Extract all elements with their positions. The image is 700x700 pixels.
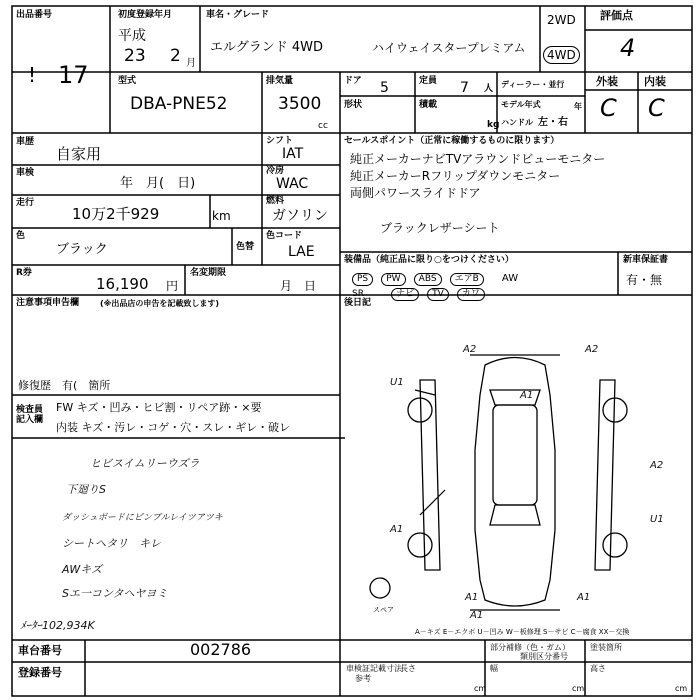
new-warranty-value: 有・無 [626, 273, 663, 287]
drive-4wd: 4WD [543, 46, 580, 64]
load-unit: kg [487, 120, 500, 130]
mark-a1-rear-bottom: A1 [470, 610, 484, 621]
equip-ps: PS [352, 273, 373, 286]
exterior-label: 外装 [596, 75, 618, 88]
hand-note-2: 下廻りS [66, 483, 106, 496]
shift-label: シフト [266, 136, 294, 146]
inspection-value: 年 月( 日) [120, 176, 196, 191]
model-year-label: モデル年式 [501, 100, 541, 109]
recycle-label: R券 [16, 268, 32, 278]
first-reg-label: 初度登録年月 [118, 10, 173, 20]
reg-year: 23 [124, 46, 146, 66]
car-damage-diagram [345, 300, 690, 635]
color-label: 色 [16, 231, 26, 241]
capacity-value: 7 [460, 80, 469, 96]
doors-label: ドア [344, 76, 362, 86]
interior-value: C [648, 94, 665, 122]
handle-label: ハンドル [501, 118, 533, 127]
inspector-fw-line: FW キズ・凹み・ヒビ割・リペア跡・×要 [56, 401, 262, 414]
damage-arrows [415, 390, 445, 515]
car-outline [370, 355, 627, 610]
hand-note-7: ﾒｰﾀｰ102,934K [20, 619, 95, 632]
model-label: 型式 [118, 76, 137, 86]
equip-aw: AW [501, 273, 519, 284]
reg-no-label: 登録番号 [18, 666, 62, 679]
equip-tv: TV [427, 288, 449, 301]
hand-note-1: ヒビスイムリーウズラ [90, 457, 200, 470]
era: 平成 [118, 28, 146, 44]
displacement-value: 3500 [278, 94, 322, 114]
height-label: 高さ [590, 664, 606, 673]
dealer-label: ディーラー・並行 [501, 80, 565, 89]
sales-points-label: セールスポイント（正常に稼働するものに限ります） [344, 136, 560, 146]
color-value: ブラック [56, 242, 108, 257]
sales-point-1: 純正メーカーナビTVアラウンドビューモニター [350, 152, 606, 166]
class-label: 類別区分番号 [520, 652, 568, 661]
spare-label: スペア [373, 606, 394, 614]
mark-a2-right: A2 [650, 460, 664, 471]
name-change-value: 月 日 [280, 279, 317, 293]
mileage-label: 走行 [16, 198, 35, 208]
lot-prefix: ! [28, 63, 37, 87]
exterior-value: C [600, 94, 617, 122]
interior-label: 内装 [644, 75, 666, 88]
fuel-value: ガソリン [272, 208, 328, 224]
repair-history: 修復歴 有( 箇所 [18, 379, 111, 392]
hand-note-4: シートヘタリ キレ [62, 537, 161, 550]
equip-navi: ナビ [391, 288, 419, 301]
sales-point-3: 両側パワースライドドア [350, 186, 481, 200]
lot-number: 17 [58, 61, 89, 89]
ac-label: 冷房 [266, 166, 285, 176]
size-label: 車検証記載寸法 [346, 664, 402, 673]
paint-label: 塗装箇所 [590, 643, 622, 652]
car-name: エルグランド 4WD [210, 40, 324, 55]
notes-label: 注意事項申告欄 [16, 298, 80, 308]
doors-value: 5 [380, 80, 389, 96]
displacement-label: 排気量 [266, 76, 294, 86]
car-no-value: 002786 [190, 640, 252, 659]
inspector-interior-line: 内装 キズ・汚レ・コゲ・穴・スレ・ギレ・破レ [56, 421, 291, 434]
damage-legend: A－キズ E－エクボ U－凹み W－板修理 S－サビ C－腐食 XX－交換 [415, 628, 630, 636]
mark-a2-front-left: A2 [463, 344, 477, 355]
equip-sr: SR [352, 289, 364, 299]
lot-label: 出品番号 [16, 10, 53, 20]
sales-point-2: 純正メーカーRフリップダウンモニター [350, 169, 561, 183]
body-label: 形状 [344, 100, 363, 110]
mark-a2-front-right: A2 [585, 344, 599, 355]
displacement-unit: cc [318, 121, 328, 131]
color-code-value: LAE [288, 244, 315, 260]
notes-sublabel: (※出品店の申告を記載致します) [100, 299, 220, 308]
use-value: 自家用 [56, 145, 102, 163]
hand-note-6: Sエ一コンタヘヤヨミ [62, 587, 168, 600]
score-value: 4 [620, 34, 636, 62]
model-value: DBA-PNE52 [130, 94, 228, 114]
load-label: 積載 [419, 100, 438, 110]
capacity-unit: 人 [484, 84, 494, 94]
ac-value: WAC [276, 176, 309, 192]
mark-a1-left: A1 [390, 524, 404, 535]
model-year-unit: 年 [574, 102, 582, 111]
width-label: 幅 [490, 664, 498, 673]
mark-a1-rear-right: A1 [577, 592, 591, 603]
drive-2wd: 2WD [547, 13, 576, 27]
equip-abs: ABS [414, 273, 442, 286]
new-warranty-label: 新車保証書 [623, 255, 669, 265]
handle-value: 左・右 [538, 117, 568, 128]
width-unit: cm [572, 684, 585, 693]
use-label: 車歴 [16, 137, 35, 147]
size-ref-label: 参考 [355, 674, 371, 683]
length-unit: cm [474, 684, 487, 693]
mark-u1-right: U1 [650, 514, 664, 525]
fuel-label: 燃料 [266, 196, 285, 206]
accident-label: 後日記 [344, 298, 372, 308]
mark-u1-left: U1 [390, 377, 404, 388]
car-no-label: 車台番号 [18, 644, 62, 657]
equip-pw: PW [381, 273, 405, 286]
partial-repair-label: 部分補修（色・ガム） [490, 643, 570, 652]
hand-note-5: AWキズ [62, 563, 102, 576]
mark-a1-hood: A1 [520, 390, 534, 401]
sales-point-4: ブラックレザーシート [380, 221, 500, 235]
mark-a1-rear-left: A1 [465, 592, 479, 603]
name-change-label: 名変期限 [190, 268, 227, 278]
mileage-unit: km [212, 209, 231, 223]
carname-label: 車名・グレード [206, 10, 270, 20]
height-unit: cm [675, 684, 688, 693]
inspection-label: 車検 [16, 168, 35, 178]
car-grade: ハイウェイスタープレミアム [372, 41, 526, 55]
recycle-value: 16,190 [96, 275, 149, 293]
equipment-row-2 [352, 281, 488, 301]
length-label: 長さ [400, 664, 416, 673]
inspector-label: 検査員記入欄 [16, 405, 44, 425]
color-code-label: 色コード [266, 231, 303, 241]
equip-airbag: エアB [450, 273, 484, 286]
equipment-label: 装備品（純正品に限り○をつけください） [344, 255, 514, 265]
equip-leather: カワ [457, 288, 485, 301]
mileage-value: 10万2千929 [72, 205, 160, 223]
color-change-label: 色替 [236, 242, 255, 252]
recycle-unit: 円 [166, 279, 179, 293]
shift-value: IAT [282, 146, 304, 162]
score-label: 評価点 [600, 9, 633, 22]
reg-month-unit: 月 [186, 58, 196, 69]
hand-note-3: ダッシュボードにピンブルレイツアツキ [62, 513, 223, 523]
capacity-label: 定員 [419, 76, 438, 86]
reg-month: 2 [170, 46, 181, 66]
